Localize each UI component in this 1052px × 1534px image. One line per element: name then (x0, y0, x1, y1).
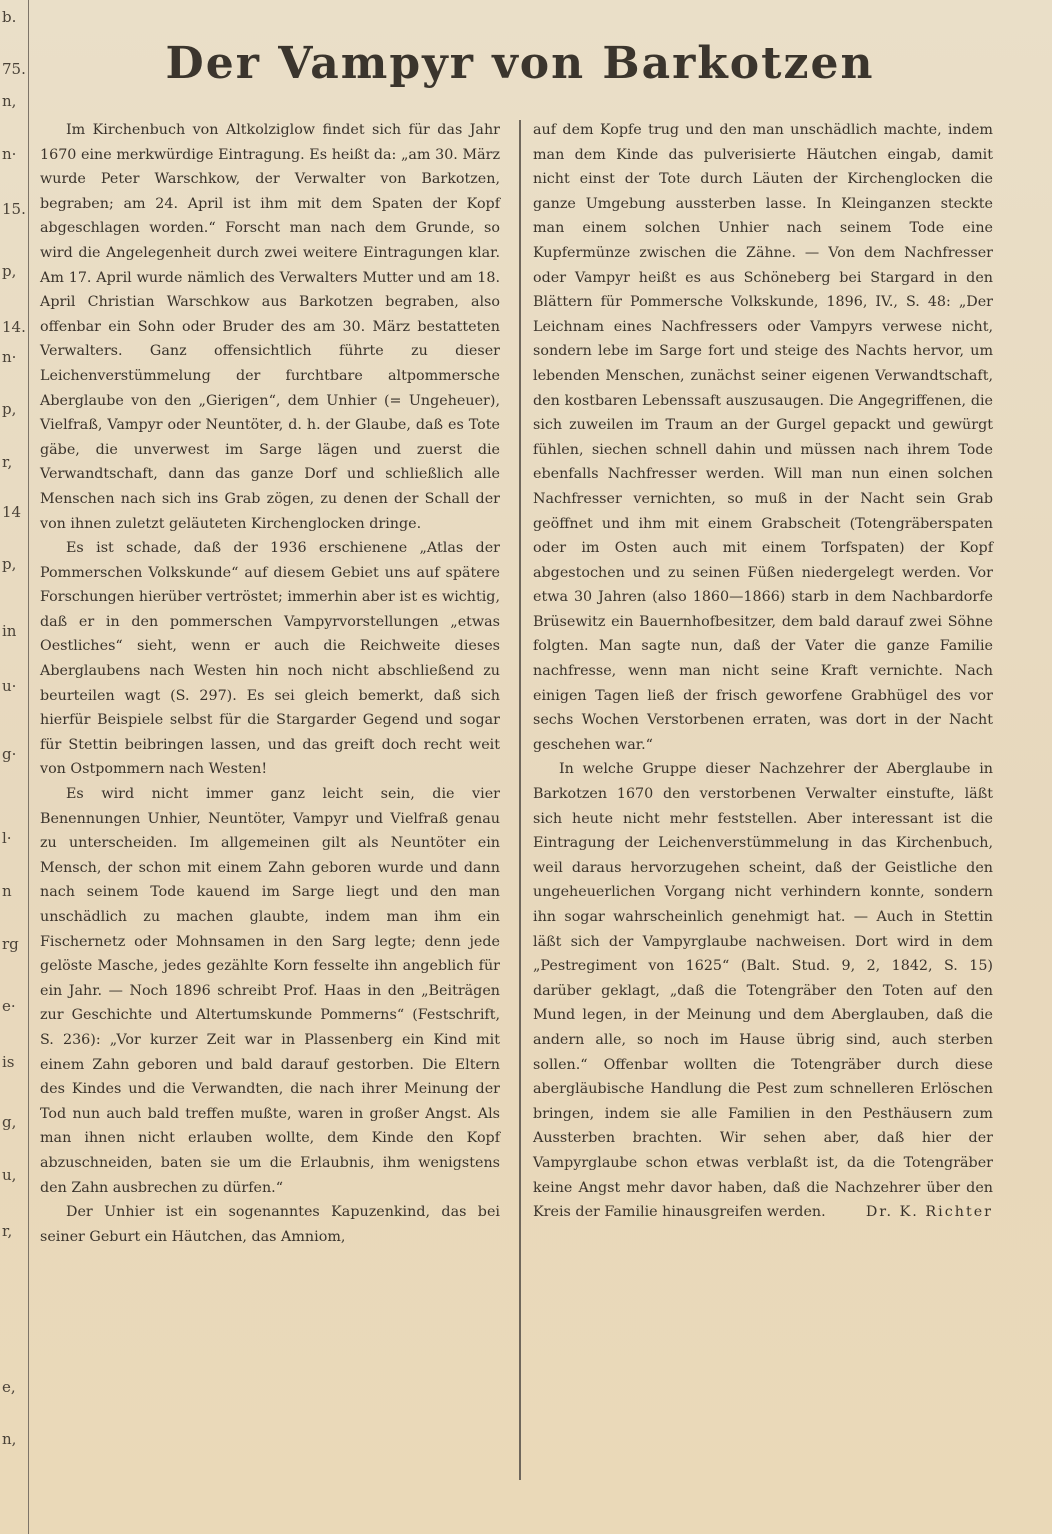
author-signature: Dr. K. Richter (865, 1204, 993, 1221)
edge-fragment: r, (2, 1222, 13, 1240)
left-column (40, 118, 500, 1508)
paragraph-left-1: Im Kirchenbuch von Altkolziglow findet sich für das Jahr 1670 eine merkwürdige Eintragung. Es heißt da: „am 30. März wurde Peter Warschkow, der Verwalter von Barkotzen, begraben; am 24. April ist ihm mit dem Spaten der Kopf abgeschlagen worden.“ Forscht man nach dem Grunde, so wird die Angelegenheit durch zwei weitere Eintragungen klar. Am 17. April wurde nämlich des Verwalters Mutter und am 18. April Christian Warschkow aus Barkotzen begraben, also offenbar ein Sohn oder Bruder des am 30. März bestatteten Verwalters. Ganz offensichtlich führte zu dieser Leichenverstümmelung der furchtbare altpommersche Aberglaube von den „Gierigen“, dem Unhier (= Ungeheuer), Vielfraß, Vampyr oder Neuntöter, d. h. der Glaube, daß es Tote gäbe, die unverwest im Sarge lägen und zuerst die Verwandtschaft, dann das ganze Dorf und schließlich alle Menschen nach sich ins Grab zögen, zu denen der Schall der von ihnen zuletzt geläuteten Kirchenglocken dringe. (40, 122, 500, 532)
edge-fragment: n, (2, 1430, 17, 1448)
edge-fragment: 75. (2, 60, 26, 78)
edge-fragment: p, (2, 400, 17, 418)
paragraph-right-2: In welche Gruppe dieser Nachzehrer der Aberglaube in Barkotzen 1670 den verstorbenen Verwalter einstufte, läßt sich heute nicht mehr feststellen. Aber interessant ist die Eintragung der Leichenverstümmelung in das Kirchenbuch, weil daraus hervorzugehen scheint, daß der Geistliche den ungeheuerlichen Vorgang nicht verhindern konnte, sondern ihn sogar wahrscheinlich genehmigt hat. — Auch in Stettin läßt sich der Vampyrglaube nachweisen. Dort wird in dem „Pestregiment von 1625“ (Balt. Stud. 9, 2, 1842, S. 15) darüber geklagt, „daß die Totengräber den Toten auf den Mund legen, in der Meinung und dem Aberglauben, daß die andern alle, so noch im Hause übrig sind, auch sterben sollen.“ Offenbar wollten die Totengräber durch diese abergläubische Handlung die Pest zum schnelleren Erlöschen bringen, indem sie alle Familien in den Pesthäusern zum Aussterben brachten. Wir sehen aber, daß hier der Vampyrglaube schon etwas verblaßt ist, da die Totengräber keine Angst mehr davor haben, daß die Nachzehrer über den Kreis der Familie hinausgreifen werden. (533, 761, 993, 1221)
edge-fragment: u· (2, 677, 17, 695)
edge-fragment: r, (2, 453, 13, 471)
edge-fragment: p, (2, 262, 17, 280)
paragraph-left-3: Es wird nicht immer ganz leicht sein, die vier Benennungen Unhier, Neuntöter, Vampyr und Vielfraß genau zu unterscheiden. Im allgemeinen gilt als Neuntöter ein Mensch, der schon mit einem Zahn geboren wurde und dann nach seinem Tode kauend im Sarge liegt und den man unschädlich zu machen glaubte, indem man ihm ein Fischernetz oder Mohnsamen in den Sarg legte; denn jede gelöste Masche, jedes gezählte Korn fesselte ihn angeblich für ein Jahr. — Noch 1896 schreibt Prof. Haas in den „Beiträgen zur Geschichte und Altertumskunde Pommerns“ (Festschrift, S. 236): „Vor kurzer Zeit war in Plassenberg ein Kind mit einem Zahn geboren und bald darauf gestorben. Die Eltern des Kindes und die Verwandten, die nach ihrer Meinung der Tod nun auch bald treffen mußte, waren in großer Angst. Als man ihnen nicht erlauben wollte, dem Kinde den Kopf abzuschneiden, baten sie um die Erlaubnis, ihm wenigstens den Zahn ausbrechen zu dürfen.“ (40, 786, 500, 1196)
paragraph-right-1: auf dem Kopfe trug und den man unschädlich machte, indem man dem Kinde das pulverisierte Häutchen eingab, damit nicht einst der Tote durch Läuten der Kirchenglocken die ganze Umgebung aussterben lasse. In Kleinganzen steckte man einem solchen Unhier nach seinem Tode eine Kupfermünze zwischen die Zähne. — Von dem Nachfresser oder Vampyr heißt es aus Schöneberg bei Stargard in den Blättern für Pommersche Volkskunde, 1896, IV., S. 48: „Der Leichnam eines Nachfressers oder Vampyrs verwese nicht, sondern lebe im Sarge fort und steige des Nachts hervor, um lebenden Menschen, zunächst seiner eigenen Verwandtschaft, den kostbaren Lebenssaft auszusaugen. Die Angegriffenen, die sich zuweilen im Traum an der Gurgel gepackt und gewürgt fühlen, siechen schnell dahin und müssen nach ihrem Tode ebenfalls Nachfresser werden. Will man nun einen solchen Nachfresser vernichten, so muß in der Nacht sein Grab geöffnet und ihm mit einem Grabscheit (Totengräberspaten oder im Osten auch mit einem Torfspaten) der Kopf abgestochen und zu seinen Füßen niedergelegt werden. Vor etwa 30 Jahren (also 1860—1866) starb in dem Nachbardorfe Brüsewitz ein Bauernhofbesitzer, dem bald darauf zwei Söhne folgten. Man sagte nun, daß der Vater die ganze Familie nachfresse, wenn man nicht seine Kraft vernichte. Nach einigen Tagen ließ der frisch geworfene Grabhügel des vor sechs Wochen Verstorbenen erraten, was dort in der Nacht geschehen war.“ (533, 122, 993, 753)
edge-fragment: 14 (2, 503, 22, 521)
edge-fragment: n, (2, 92, 17, 110)
right-column (533, 118, 993, 1508)
left-edge-column-fragments (0, 0, 29, 1534)
edge-fragment: e, (2, 1378, 16, 1396)
edge-fragment: n· (2, 348, 17, 366)
paragraph-left-4: Der Unhier ist ein sogenanntes Kapuzenkind, das bei seiner Geburt ein Häutchen, das Amniom, (40, 1204, 500, 1245)
edge-fragment: in (2, 622, 17, 640)
paragraph-left-2: Es ist schade, daß der 1936 erschienene „Atlas der Pommerschen Volkskunde“ auf diesem Gebiet uns auf spätere Forschungen hierüber vertröstet; immerhin aber ist es wichtig, daß er in den pommerschen Vampyrvorstellungen „etwas Oestliches“ sieht, wenn er auch die Reichweite dieses Aberglaubens nach Westen hin noch nicht abschließend zu beurteilen wagt (S. 297). Es sei gleich bemerkt, daß sich hierfür Beispiele selbst für die Stargarder Gegend und sogar für Stettin beibringen lassen, und das greift doch recht weit von Ostpommern nach Westen! (40, 540, 501, 778)
edge-fragment: b. (2, 8, 17, 26)
edge-fragment: e· (2, 997, 16, 1015)
edge-fragment: g, (2, 1113, 17, 1131)
article-title: Der Vampyr von Barkotzen (165, 38, 875, 89)
edge-fragment: u, (2, 1166, 17, 1184)
edge-fragment: 15. (2, 200, 26, 218)
edge-fragment: p, (2, 555, 17, 573)
edge-fragment: is (2, 1053, 15, 1071)
edge-fragment: rg (2, 935, 19, 953)
edge-fragment: g· (2, 745, 17, 763)
edge-fragment: n (2, 882, 12, 900)
column-divider (519, 120, 521, 1480)
edge-fragment: 14. (2, 318, 26, 336)
edge-fragment: l· (2, 829, 12, 847)
edge-fragment: n· (2, 145, 17, 163)
